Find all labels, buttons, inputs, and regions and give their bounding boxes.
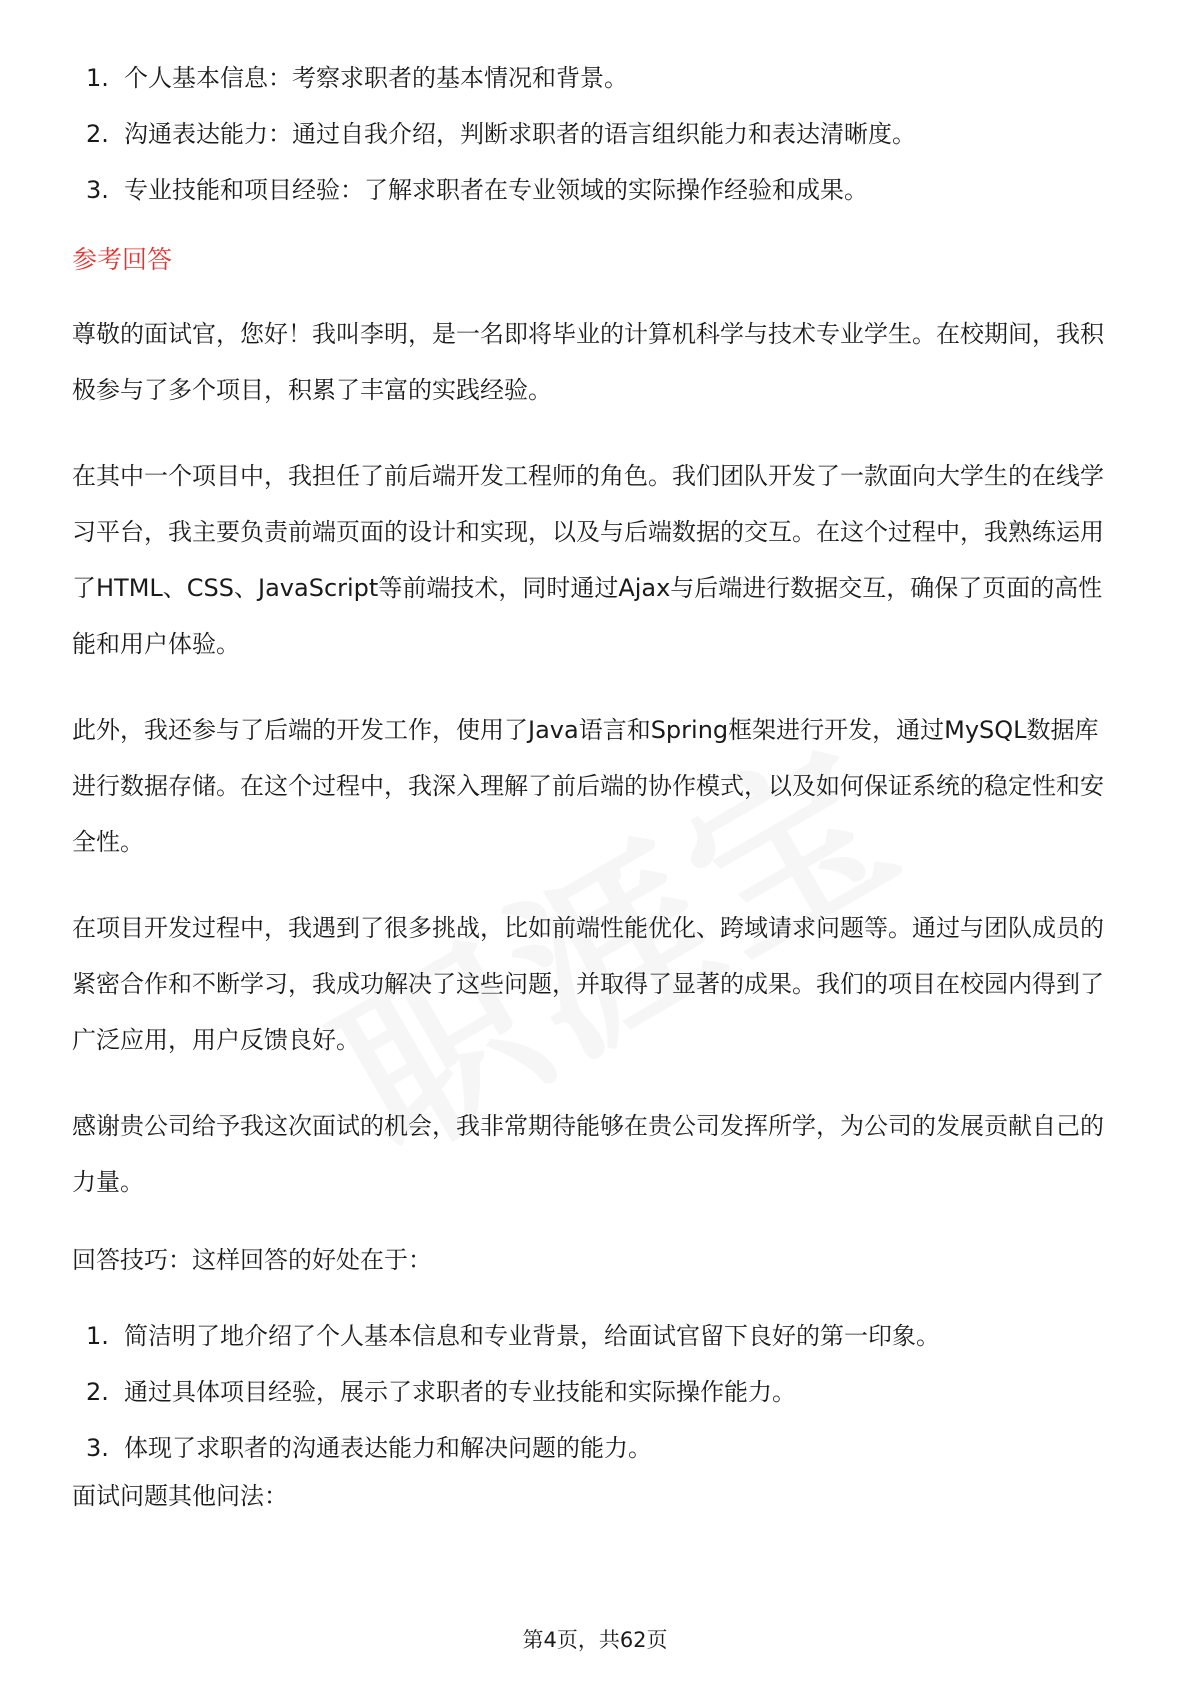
list-item (72, 1420, 1122, 1476)
answer-paragraph: 在其中一个项目中，我担任了前后端开发工程师的角色。我们团队开发了一款面向大学生的在线学习平台，我主要负责前端页面的设计和实现，以及与后端数据的交互。在这个过程中，我熟练运用了HTML、CSS、JavaScript等前端技术，同时通过Ajax与后端进行数据交互，确保了页面的高性能和用户体验。 (72, 462, 1104, 658)
answer-paragraph: 在项目开发过程中，我遇到了很多挑战，比如前端性能优化、跨域请求问题等。通过与团队成员的紧密合作和不断学习，我成功解决了这些问题，并取得了显著的成果。我们的项目在校园内得到了广泛应用，用户反馈良好。 (72, 914, 1104, 1054)
list-text: 沟通表达能力：通过自我介绍，判断求职者的语言组织能力和表达清晰度。 (124, 120, 916, 148)
tips-label: 回答技巧：这样回答的好处在于： (72, 1246, 432, 1274)
page-content (72, 50, 1122, 1544)
list-number: 1. (86, 1322, 109, 1350)
list-text: 体现了求职者的沟通表达能力和解决问题的能力。 (124, 1434, 652, 1462)
intro-list (72, 50, 1122, 218)
page-footer: 第4页，共62页 (522, 1628, 668, 1652)
list-item (72, 106, 1122, 162)
other-questions-label: 面试问题其他问法： (72, 1482, 288, 1510)
list-item (72, 1308, 1122, 1364)
list-text: 个人基本信息：考察求职者的基本情况和背景。 (124, 64, 628, 92)
list-number: 3. (86, 1434, 109, 1462)
reference-answer-heading: 参考回答 (72, 245, 173, 274)
answer-paragraph: 尊敬的面试官，您好！我叫李明，是一名即将毕业的计算机科学与技术专业学生。在校期间，我积极参与了多个项目，积累了丰富的实践经验。 (72, 320, 1104, 404)
list-number: 1. (86, 64, 109, 92)
answer-paragraph: 感谢贵公司给予我这次面试的机会，我非常期待能够在贵公司发挥所学，为公司的发展贡献自己的力量。 (72, 1112, 1104, 1196)
list-number: 2. (86, 120, 109, 148)
answer-paragraph: 此外，我还参与了后端的开发工作，使用了Java语言和Spring框架进行开发，通过MySQL数据库进行数据存储。在这个过程中，我深入理解了前后端的协作模式，以及如何保证系统的稳定性和安全性。 (72, 716, 1104, 856)
list-text: 通过具体项目经验，展示了求职者的专业技能和实际操作能力。 (124, 1378, 796, 1406)
list-text: 简洁明了地介绍了个人基本信息和专业背景，给面试官留下良好的第一印象。 (124, 1322, 940, 1350)
list-item (72, 1364, 1122, 1420)
list-item (72, 50, 1122, 106)
list-number: 3. (86, 176, 109, 204)
list-text: 专业技能和项目经验：了解求职者在专业领域的实际操作经验和成果。 (124, 176, 868, 204)
tips-list (72, 1308, 1122, 1476)
list-item (72, 162, 1122, 218)
list-number: 2. (86, 1378, 109, 1406)
